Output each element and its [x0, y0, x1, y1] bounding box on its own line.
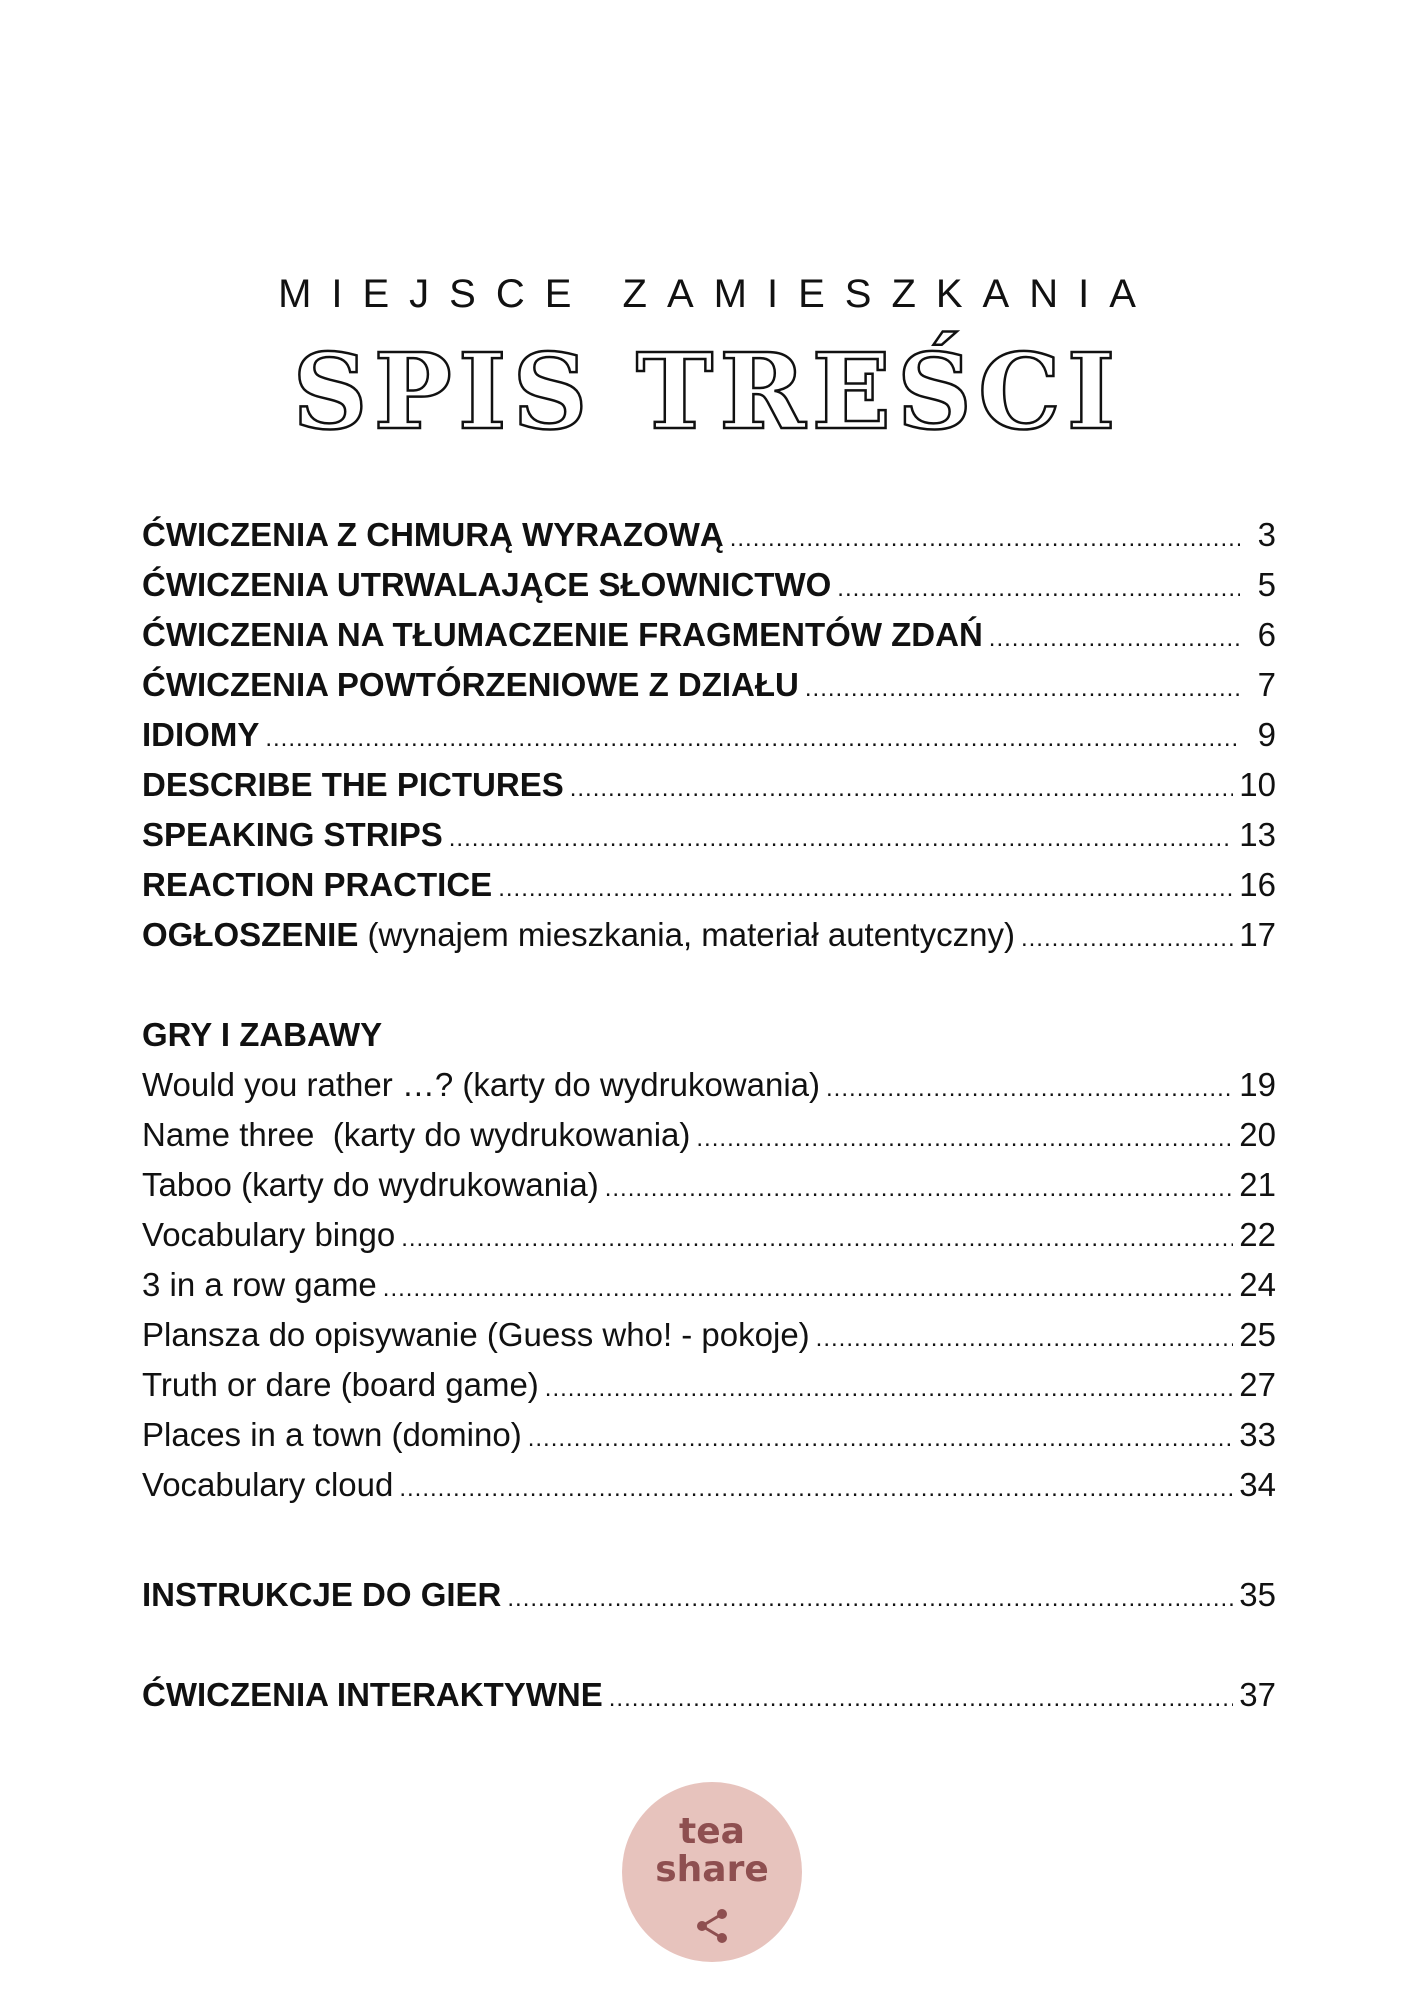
toc-entry [142, 610, 1276, 660]
toc-leader-dots [696, 1114, 1233, 1164]
toc-leader-dots [989, 614, 1240, 664]
toc-entry-page: 17 [1239, 916, 1276, 953]
toc-entry-label: Plansza do opisywanie (Guess who! - pokoje) [142, 1316, 810, 1353]
toc-entry-label: Would you rather …? (karty do wydrukowania) [142, 1066, 821, 1103]
toc-entry-label: IDIOMY [142, 716, 260, 753]
toc-entry [142, 1310, 1276, 1360]
document-subtitle: MIEJSCE ZAMIESZKANIA [278, 272, 1156, 316]
toc-leader-dots [498, 864, 1233, 914]
toc-leader-dots [1021, 914, 1233, 964]
toc-entry [142, 560, 1276, 610]
toc-games-section [142, 1010, 1276, 1510]
toc-entry [142, 760, 1276, 810]
toc-entry-page: 16 [1239, 866, 1276, 903]
toc-entry-page: 10 [1239, 766, 1276, 803]
toc-entry-label: ĆWICZENIA Z CHMURĄ WYRAZOWĄ [142, 516, 724, 553]
toc-entry [142, 1210, 1276, 1260]
toc-main-section [142, 510, 1276, 960]
toc-entry-label [142, 910, 1015, 960]
toc-leader-dots [609, 1674, 1234, 1724]
toc-entry [142, 1670, 1276, 1720]
toc-entry-page: 9 [1257, 716, 1276, 753]
toc-entry-page: 19 [1239, 1066, 1276, 1103]
toc-entry-label: Truth or dare (board game) [142, 1366, 539, 1403]
toc-entry [142, 1260, 1276, 1310]
toc-entry-page: 6 [1257, 616, 1276, 653]
toc-entry-label: Places in a town (domino) [142, 1416, 522, 1453]
toc-entry-page: 33 [1239, 1416, 1276, 1453]
toc-entry-label: ĆWICZENIA NA TŁUMACZENIE FRAGMENTÓW ZDAŃ [142, 616, 983, 653]
toc-entry [142, 510, 1276, 560]
share-icon [694, 1908, 730, 1944]
toc-entry-label: ĆWICZENIA INTERAKTYWNE [142, 1676, 603, 1713]
toc-entry [142, 1570, 1276, 1620]
toc-entry [142, 1360, 1276, 1410]
toc-entry-label: REACTION PRACTICE [142, 866, 493, 903]
toc-entry-page: 22 [1239, 1216, 1276, 1253]
toc-leader-dots [265, 714, 1240, 764]
toc-entry-page: 25 [1239, 1316, 1276, 1353]
toc-entry-label: SPEAKING STRIPS [142, 816, 443, 853]
toc-entry-label: Name three (karty do wydrukowania) [142, 1116, 691, 1153]
toc-entry-label: Taboo (karty do wydrukowania) [142, 1166, 599, 1203]
toc-entry-page: 24 [1239, 1266, 1276, 1303]
toc-entry-page: 13 [1239, 816, 1276, 853]
toc-entry-page: 5 [1257, 566, 1276, 603]
toc-leader-dots [570, 764, 1234, 814]
toc-leader-dots [826, 1064, 1233, 1114]
toc-leader-dots [816, 1314, 1234, 1364]
toc-entry-label: ĆWICZENIA POWTÓRZENIOWE Z DZIAŁU [142, 666, 799, 703]
toc-leader-dots [507, 1574, 1233, 1624]
games-heading: GRY I ZABAWY [142, 1016, 383, 1053]
toc-entry-label: DESCRIBE THE PICTURES [142, 766, 564, 803]
toc-entry [142, 1410, 1276, 1460]
toc-instructions-section [142, 1570, 1276, 1620]
toc-entry [142, 1060, 1276, 1110]
toc-leader-dots [383, 1264, 1233, 1314]
toc-entry [142, 1460, 1276, 1510]
toc-entry-label: ĆWICZENIA UTRWALAJĄCE SŁOWNICTWO [142, 566, 832, 603]
toc-entry-bold-label: OGŁOSZENIE [142, 916, 359, 953]
toc-leader-dots [401, 1214, 1233, 1264]
toc-entry-label: 3 in a row game [142, 1266, 377, 1303]
toc-entry-page: 34 [1239, 1466, 1276, 1503]
toc-interactive-section [142, 1670, 1276, 1720]
toc-entry-page: 20 [1239, 1116, 1276, 1153]
toc-entry [142, 1160, 1276, 1210]
document-title: SPIS TREŚCI [292, 330, 1122, 453]
toc-entry-note: (wynajem mieszkania, materiał autentyczny) [358, 916, 1015, 953]
toc-entry-page: 37 [1239, 1676, 1276, 1713]
toc-entry-page: 3 [1257, 516, 1276, 553]
toc-entry-page: 27 [1239, 1366, 1276, 1403]
toc-leader-dots [545, 1364, 1233, 1414]
toc-entry-label: Vocabulary cloud [142, 1466, 394, 1503]
toc-entry [142, 710, 1276, 760]
toc-entry-page: 7 [1257, 666, 1276, 703]
toc-entry-label: Vocabulary bingo [142, 1216, 396, 1253]
toc-leader-dots [605, 1164, 1234, 1214]
toc-entry [142, 910, 1276, 960]
toc-entry [142, 660, 1276, 710]
teashare-logo [622, 1782, 802, 1962]
toc-entry-page: 35 [1239, 1576, 1276, 1613]
toc-entry [142, 860, 1276, 910]
toc-entry-page: 21 [1239, 1166, 1276, 1203]
toc-entry-label: INSTRUKCJE DO GIER [142, 1576, 502, 1613]
logo-line-2: share [655, 1849, 769, 1890]
toc-leader-dots [528, 1414, 1234, 1464]
logo-line-1: tea [679, 1811, 745, 1852]
toc-entry [142, 1110, 1276, 1160]
toc-entry [142, 810, 1276, 860]
toc-leader-dots [805, 664, 1240, 714]
toc-leader-dots [837, 564, 1240, 614]
toc-leader-dots [399, 1464, 1233, 1514]
toc-leader-dots [730, 514, 1240, 564]
toc-leader-dots [449, 814, 1234, 864]
